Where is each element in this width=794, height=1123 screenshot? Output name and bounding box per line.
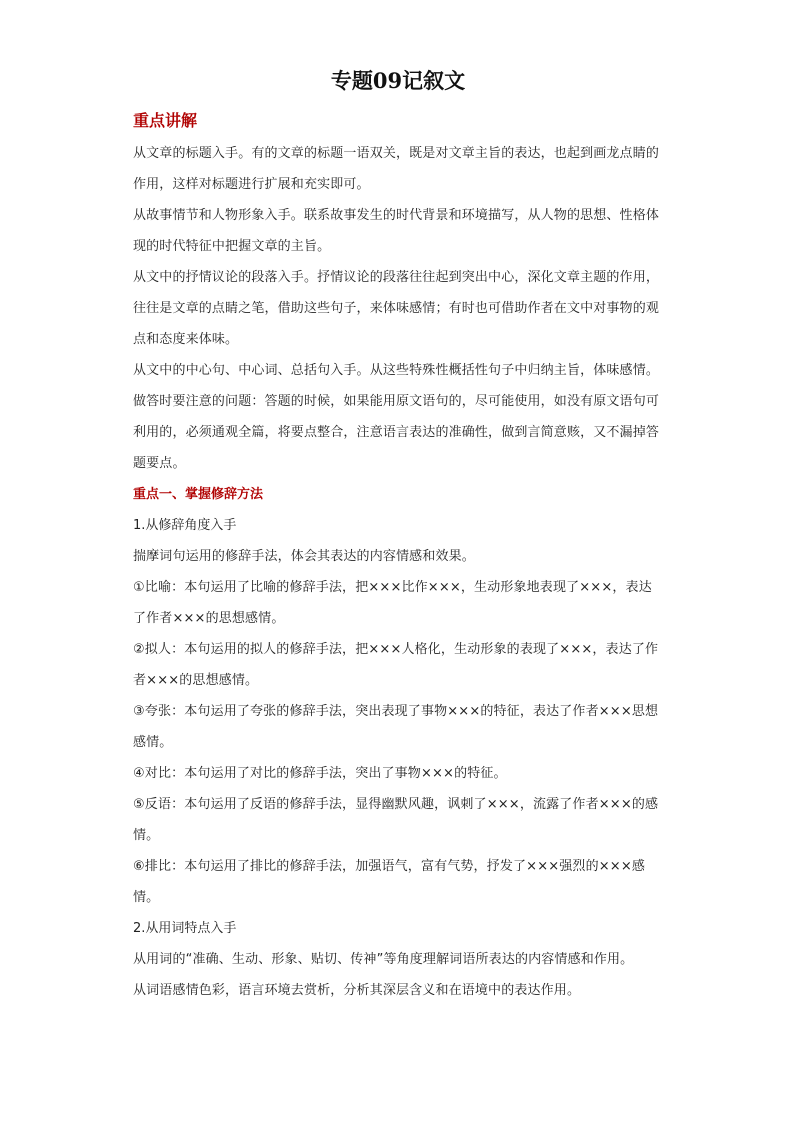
- intro-paragraph-title: 从文章的标题入手。有的文章的标题一语双关，既是对文章主旨的表达，也起到画龙点睛的作用，这样对标题进行扩展和充实即可。: [133, 146, 660, 192]
- intro-paragraph-plot: 从故事情节和人物形象入手。联系故事发生的时代背景和环境描写，从人物的思想、性格体现的时代特征中把握文章的主旨。: [133, 208, 660, 254]
- intro-paragraph-central-sentence: 从文中的中心句、中心词、总括句入手。从这些特殊性概括性句子中归纳主旨，体味感情。: [133, 363, 660, 378]
- point-2-paragraph-angles: 从用词的“准确、生动、形象、贴切、传神”等角度理解词语所表达的内容情感和作用。: [133, 952, 634, 967]
- point-2-paragraph-context: 从词语感情色彩，语言环境去赏析，分析其深层含义和在语境中的表达作用。: [133, 983, 581, 998]
- sub-heading-rhetoric: 重点一、掌握修辞方法: [133, 487, 264, 502]
- rhetoric-item-metaphor: ①比喻：本句运用了比喻的修辞手法，把×××比作×××，生动形象地表现了×××，表达了作者×××的思想感情。: [133, 580, 652, 626]
- intro-paragraph-lyrical: 从文中的抒情议论的段落入手。抒情议论的段落往往起到突出中心，深化文章主题的作用，往往是文章的点睛之笔，借助这些句子，来体味感情；有时也可借助作者在文中对事物的观点和态度来体味。: [133, 270, 660, 347]
- rhetoric-item-hyperbole: ③夸张：本句运用了夸张的修辞手法，突出表现了事物×××的特征，表达了作者×××思想感情。: [133, 704, 659, 750]
- rhetoric-item-contrast: ④对比：本句运用了对比的修辞手法，突出了事物×××的特征。: [133, 766, 507, 781]
- rhetoric-item-personification: ②拟人：本句运用的拟人的修辞手法，把×××人格化，生动形象的表现了×××，表达了作者×××的思想感情。: [133, 642, 659, 688]
- document-body: [133, 66, 663, 1006]
- intro-paragraph-answer-tips: 做答时要注意的问题：答题的时候，如果能用原文语句的，尽可能使用，如没有原文语句可利用的，必须通观全篇，将要点整合，注意语言表达的准确性，做到言简意赅，又不漏掉答题要点。: [133, 394, 660, 471]
- document-title: 专题09记叙文: [330, 68, 466, 93]
- section-heading-key-points: 重点讲解: [133, 111, 198, 130]
- rhetoric-item-irony: ⑤反语：本句运用了反语的修辞手法，显得幽默风趣，讽刺了×××，流露了作者×××的感情。: [133, 797, 659, 843]
- point-1-intro: 揣摩词句运用的修辞手法，体会其表达的内容情感和效果。: [133, 549, 475, 564]
- rhetoric-item-parallelism: ⑥排比：本句运用了排比的修辞手法，加强语气，富有气势，抒发了×××强烈的×××感情。: [133, 859, 646, 905]
- point-2-label: 2.从用词特点入手: [133, 921, 237, 936]
- point-1-label: 1.从修辞角度入手: [133, 518, 237, 533]
